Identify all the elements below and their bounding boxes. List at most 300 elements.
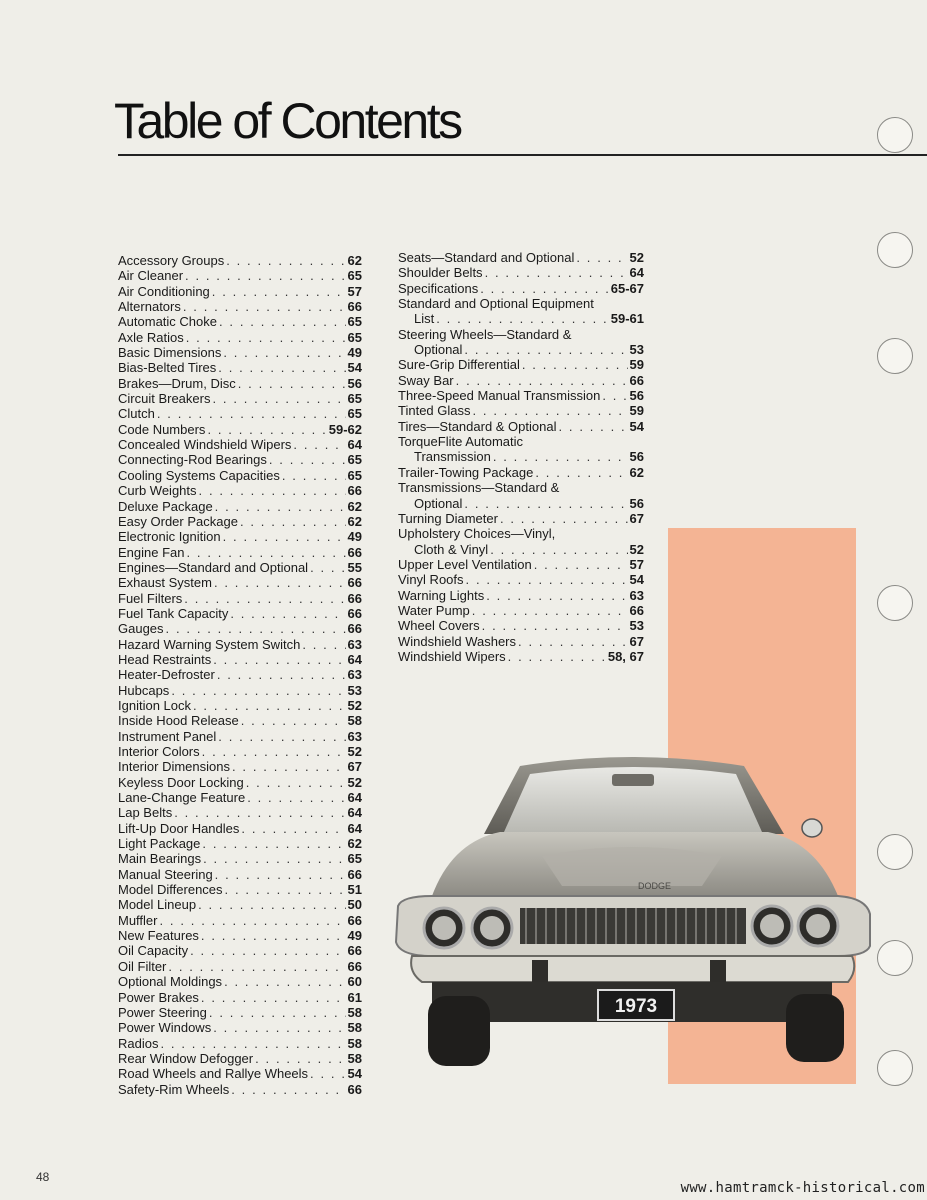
toc-entry-line [398, 480, 644, 495]
toc-entry [118, 360, 362, 375]
toc-entry-name: TorqueFlite Automatic [398, 434, 524, 450]
page-title: Table of Contents [114, 93, 461, 149]
toc-entry [118, 943, 362, 958]
toc-entry-page: 58 [347, 1004, 362, 1020]
toc-entry-name: Clutch [118, 406, 155, 422]
toc-entry-page: 67 [629, 510, 644, 526]
toc-entry-name: Power Windows [118, 1020, 212, 1036]
toc-entry-name: Standard and Optional Equipment [398, 296, 594, 312]
toc-entry [118, 637, 362, 652]
toc-leader-dots [508, 649, 606, 664]
toc-entry-name: Seats—Standard and Optional [398, 250, 575, 265]
toc-entry [118, 959, 362, 974]
toc-entry [118, 1036, 362, 1051]
toc-entry-page: 65 [347, 851, 362, 867]
toc-entry-name: Connecting-Rod Bearings [118, 452, 267, 468]
toc-entry-name: Curb Weights [118, 483, 197, 499]
toc-entry-name: Engine Fan [118, 544, 185, 560]
toc-entry-page: 66 [347, 544, 362, 560]
toc-leader-dots [168, 959, 345, 974]
toc-entry-page: 63 [629, 587, 644, 603]
toc-entry-page: 60 [347, 974, 362, 990]
toc-entry-page: 65 [347, 329, 362, 345]
toc-leader-dots [576, 250, 627, 265]
toc-entry-page: 62 [629, 464, 644, 480]
toc-leader-dots [215, 867, 346, 882]
toc-entry-page: 62 [347, 253, 362, 268]
toc-entry-name: Easy Order Package [118, 513, 238, 529]
toc-leader-dots [183, 299, 346, 314]
toc-entry [118, 299, 362, 314]
toc-entry [398, 465, 644, 480]
toc-leader-dots [464, 342, 627, 357]
toc-entry-page: 58 [347, 1050, 362, 1066]
toc-entry-name-continued: Optional [414, 342, 463, 358]
toc-entry-page: 67 [347, 759, 362, 775]
toc-entry-name: Warning Lights [398, 587, 485, 603]
toc-entry-name: Light Package [118, 836, 201, 852]
toc-entry [398, 603, 644, 618]
toc-entry-page: 61 [347, 989, 362, 1005]
toc-entry-page: 49 [347, 345, 362, 361]
toc-entry-page: 54 [629, 572, 644, 588]
toc-leader-dots [240, 514, 346, 529]
watermark: www.hamtramck-historical.com [680, 1180, 925, 1196]
toc-leader-dots [482, 618, 628, 633]
toc-entry-name: Upper Level Ventilation [398, 556, 532, 572]
toc-entry [398, 649, 644, 664]
toc-entry-name: Shoulder Belts [398, 265, 483, 281]
toc-entry [398, 542, 644, 557]
toc-entry-page: 57 [347, 283, 362, 299]
toc-entry-name: Turning Diameter [398, 510, 498, 526]
toc-entry-name: Keyless Door Locking [118, 774, 244, 790]
toc-entry-page: 63 [347, 636, 362, 652]
toc-entry [398, 634, 644, 649]
toc-entry-name: Brakes—Drum, Disc [118, 375, 236, 391]
toc-entry [118, 1066, 362, 1081]
toc-leader-dots [246, 775, 346, 790]
toc-entry [118, 759, 362, 774]
toc-entry [118, 805, 362, 820]
toc-entry-name: Rear Window Defogger [118, 1050, 254, 1066]
toc-leader-dots [215, 499, 346, 514]
toc-leader-dots [247, 790, 345, 805]
toc-entry [118, 1020, 362, 1035]
toc-entry-page: 65 [347, 467, 362, 483]
toc-entry-page: 52 [347, 774, 362, 790]
toc-entry [118, 897, 362, 912]
toc-leader-dots [202, 744, 346, 759]
toc-entry-line [398, 434, 644, 449]
toc-entry-page: 49 [347, 529, 362, 545]
toc-leader-dots [522, 357, 628, 372]
toc-leader-dots [203, 851, 345, 866]
toc-entry-name: Gauges [118, 621, 164, 637]
toc-leader-dots [213, 1020, 345, 1035]
toc-entry-name: Hazard Warning System Switch [118, 636, 301, 652]
toc-entry [398, 281, 644, 296]
toc-entry-name: Circuit Breakers [118, 391, 211, 407]
toc-entry-name: Oil Filter [118, 958, 167, 974]
toc-entry-page: 64 [347, 805, 362, 821]
toc-entry-name: Wheel Covers [398, 618, 480, 634]
toc-entry-name: Power Steering [118, 1004, 207, 1020]
toc-entry-page: 54 [347, 360, 362, 376]
toc-entry-name: Basic Dimensions [118, 345, 222, 361]
toc-entry-page: 58 [347, 1020, 362, 1036]
toc-entry [118, 452, 362, 467]
toc-entry-name: Ignition Lock [118, 697, 191, 713]
toc-entry [118, 990, 362, 1005]
toc-entry-page: 53 [629, 342, 644, 358]
toc-leader-dots [185, 268, 346, 283]
toc-entry-name: Instrument Panel [118, 728, 217, 744]
toc-entry [118, 253, 362, 268]
toc-entry-page: 62 [347, 498, 362, 514]
toc-entry-page: 52 [347, 744, 362, 759]
toc-entry-page: 66 [629, 602, 644, 618]
toc-entry-name: Automatic Choke [118, 314, 217, 330]
toc-entry [118, 575, 362, 590]
toc-entry [398, 511, 644, 526]
toc-entry [118, 928, 362, 943]
toc-entry-page: 58 [347, 713, 362, 729]
toc-entry [118, 821, 362, 836]
toc-entry [398, 618, 644, 633]
toc-leader-dots [166, 621, 346, 636]
binder-hole [877, 338, 913, 374]
toc-leader-dots [226, 253, 345, 268]
toc-entry-page: 59 [629, 403, 644, 419]
toc-leader-dots [213, 652, 345, 667]
toc-entry-page: 65 [347, 314, 362, 330]
toc-leader-dots [464, 496, 627, 511]
toc-entry-page: 54 [347, 1066, 362, 1082]
toc-entry [398, 557, 644, 572]
toc-entry-name: Interior Dimensions [118, 759, 230, 775]
toc-leader-dots [493, 449, 628, 464]
toc-entry-name: Head Restraints [118, 651, 212, 667]
toc-entry [398, 342, 644, 357]
toc-entry-name: Specifications [398, 280, 479, 296]
page-number: 48 [36, 1170, 50, 1184]
toc-leader-dots [160, 1036, 345, 1051]
toc-leader-dots [518, 634, 628, 649]
toc-entry-name: Tires—Standard & Optional [398, 418, 557, 434]
toc-entry-name: Vinyl Roofs [398, 572, 464, 588]
toc-leader-dots [209, 1005, 346, 1020]
toc-entry [118, 698, 362, 713]
toc-entry-name: Concealed Windshield Wipers [118, 437, 292, 453]
toc-leader-dots [293, 437, 345, 452]
toc-leader-dots [238, 376, 346, 391]
toc-entry-name: Water Pump [398, 602, 470, 618]
toc-entry-name: Power Brakes [118, 989, 199, 1005]
toc-leader-dots [534, 557, 628, 572]
toc-leader-dots [473, 403, 628, 418]
toc-leader-dots [282, 468, 346, 483]
toc-entry [398, 388, 644, 403]
toc-entry [118, 1005, 362, 1020]
toc-leader-dots [184, 591, 345, 606]
toc-entry-name: Lift-Up Door Handles [118, 820, 240, 836]
toc-leader-dots [269, 452, 346, 467]
toc-entry-name: Accessory Groups [118, 253, 225, 268]
toc-leader-dots [558, 419, 627, 434]
toc-leader-dots [436, 311, 609, 326]
toc-entry-line [398, 526, 644, 541]
toc-leader-dots [223, 345, 345, 360]
toc-leader-dots [490, 542, 627, 557]
toc-entry [118, 514, 362, 529]
toc-entry [398, 357, 644, 372]
toc-entry-name: Optional Moldings [118, 974, 223, 990]
toc-entry-page: 53 [629, 618, 644, 634]
toc-leader-dots [486, 588, 627, 603]
badge-text: DODGE [638, 881, 672, 891]
toc-entry-name: New Features [118, 928, 199, 944]
toc-entry-name: Lap Belts [118, 805, 173, 821]
toc-entry-page: 56 [347, 375, 362, 391]
toc-entry [118, 391, 362, 406]
toc-entry-name: Road Wheels and Rallye Wheels [118, 1066, 309, 1082]
toc-entry-name: Sure-Grip Differential [398, 357, 520, 373]
toc-entry-name: Inside Hood Release [118, 713, 239, 729]
toc-leader-dots [160, 913, 346, 928]
toc-entry-page: 65 [347, 452, 362, 468]
toc-leader-dots [225, 882, 346, 897]
toc-entry-name: Transmissions—Standard & [398, 480, 560, 496]
toc-entry [118, 284, 362, 299]
toc-leader-dots [310, 560, 345, 575]
toc-entry-name: Electronic Ignition [118, 529, 221, 545]
toc-leader-dots [218, 729, 345, 744]
toc-entry-page: 64 [629, 265, 644, 281]
toc-leader-dots [480, 281, 609, 296]
toc-entry-name-continued: Transmission [414, 449, 491, 465]
toc-entry-name: Exhaust System [118, 575, 212, 591]
toc-entry-page: 65-67 [610, 280, 644, 296]
toc-entry [118, 652, 362, 667]
toc-leader-dots [212, 391, 345, 406]
toc-entry [118, 836, 362, 851]
toc-entry [118, 591, 362, 606]
toc-entry-page: 63 [347, 728, 362, 744]
toc-entry [118, 330, 362, 345]
toc-leader-dots [199, 483, 346, 498]
toc-entry [118, 790, 362, 805]
toc-leader-dots [472, 603, 628, 618]
toc-entry [398, 449, 644, 464]
toc-entry-page: 66 [347, 590, 362, 606]
toc-entry-name: Fuel Tank Capacity [118, 605, 229, 621]
toc-entry-page: 55 [347, 559, 362, 575]
toc-leader-dots [230, 606, 345, 621]
toc-entry [118, 437, 362, 452]
toc-leader-dots [174, 805, 345, 820]
toc-entry-page: 66 [347, 605, 362, 621]
toc-entry-name-continued: Optional [414, 495, 463, 511]
toc-leader-dots [241, 713, 346, 728]
toc-entry-name: Tinted Glass [398, 403, 471, 419]
toc-leader-dots [535, 465, 627, 480]
toc-entry-name: Muffler [118, 912, 158, 928]
toc-entry [118, 744, 362, 759]
toc-entry-name: Oil Capacity [118, 943, 189, 959]
toc-entry [398, 588, 644, 603]
toc-entry [118, 606, 362, 621]
toc-entry [118, 545, 362, 560]
toc-entry-line [398, 296, 644, 311]
toc-entry-page: 65 [347, 406, 362, 422]
toc-entry [118, 913, 362, 928]
toc-leader-dots [602, 388, 627, 403]
toc-entry-name: Main Bearings [118, 851, 202, 867]
toc-entry-page: 62 [347, 513, 362, 529]
toc-entry-page: 66 [347, 621, 362, 637]
toc-entry-page: 52 [629, 250, 644, 265]
toc-entry [118, 499, 362, 514]
toc-entry [118, 775, 362, 790]
toc-leader-dots [157, 406, 346, 421]
toc-entry-page: 56 [629, 388, 644, 404]
toc-leader-dots [223, 529, 346, 544]
toc-entry [118, 468, 362, 483]
toc-entry-page: 66 [347, 483, 362, 499]
toc-entry-name: Engines—Standard and Optional [118, 559, 309, 575]
binder-hole [877, 117, 913, 153]
toc-entry [118, 376, 362, 391]
toc-entry-page: 52 [347, 697, 362, 713]
toc-leader-dots [466, 572, 628, 587]
toc-entry-page: 66 [347, 958, 362, 974]
toc-entry-page: 57 [629, 556, 644, 572]
toc-entry-page: 49 [347, 928, 362, 944]
toc-entry-page: 66 [347, 299, 362, 315]
toc-entry [118, 406, 362, 421]
toc-entry [118, 683, 362, 698]
toc-leader-dots [186, 330, 346, 345]
toc-entry-name: Windshield Wipers [398, 648, 506, 664]
toc-leader-dots [232, 759, 346, 774]
toc-entry-name: Fuel Filters [118, 590, 183, 606]
toc-entry-name: Model Differences [118, 882, 223, 898]
binder-hole [877, 1050, 913, 1086]
toc-entry-page: 66 [347, 943, 362, 959]
toc-entry-page: 56 [629, 495, 644, 511]
toc-entry-name: Cooling Systems Capacities [118, 467, 280, 483]
toc-leader-dots [207, 422, 326, 437]
toc-leader-dots [201, 990, 346, 1005]
toc-entry-page: 56 [629, 449, 644, 465]
toc-entry-name: Trailer-Towing Package [398, 464, 534, 480]
binder-hole [877, 940, 913, 976]
toc-entry-page: 58 [347, 1035, 362, 1051]
toc-entry [118, 851, 362, 866]
toc-entry [118, 314, 362, 329]
toc-entry-name: Code Numbers [118, 421, 206, 437]
toc-entry [118, 713, 362, 728]
toc-entry-page: 64 [347, 820, 362, 836]
toc-entry-page: 66 [347, 866, 362, 882]
toc-entry-line [398, 327, 644, 342]
toc-column-left [118, 253, 362, 1097]
toc-leader-dots [500, 511, 628, 526]
toc-leader-dots [214, 575, 346, 590]
binder-hole [877, 232, 913, 268]
toc-entry-name: Upholstery Choices—Vinyl, [398, 526, 556, 542]
toc-leader-dots [171, 683, 345, 698]
toc-entry-name: Manual Steering [118, 866, 213, 882]
toc-entry [398, 403, 644, 418]
toc-entry-page: 64 [347, 437, 362, 453]
toc-leader-dots [201, 928, 346, 943]
toc-entry-page: 52 [629, 541, 644, 557]
toc-entry-name: Safety-Rim Wheels [118, 1081, 230, 1097]
toc-entry-page: 64 [347, 790, 362, 806]
toc-leader-dots [217, 667, 346, 682]
toc-entry-page: 58, 67 [607, 648, 644, 664]
toc-entry-name: Alternators [118, 299, 181, 315]
toc-entry [118, 345, 362, 360]
toc-entry [118, 560, 362, 575]
toc-entry [118, 1051, 362, 1066]
toc-entry [118, 621, 362, 636]
toc-entry-name: Model Lineup [118, 897, 197, 913]
toc-entry-page: 59-61 [610, 311, 644, 327]
toc-entry-name: Sway Bar [398, 372, 454, 388]
toc-entry-name: Steering Wheels—Standard & [398, 326, 572, 342]
toc-leader-dots [224, 974, 345, 989]
toc-entry-name-continued: Cloth & Vinyl [414, 541, 489, 557]
toc-entry-page: 59-62 [328, 421, 362, 437]
toc-entry [398, 419, 644, 434]
toc-entry-page: 65 [347, 391, 362, 407]
toc-entry-name: Bias-Belted Tires [118, 360, 217, 376]
toc-leader-dots [219, 314, 346, 329]
toc-leader-dots [190, 943, 345, 958]
toc-entry-page: 54 [629, 418, 644, 434]
toc-entry-name: Heater-Defroster [118, 667, 215, 683]
toc-entry-page: 66 [347, 575, 362, 591]
toc-entry-name: Radios [118, 1035, 159, 1051]
toc-leader-dots [218, 360, 345, 375]
toc-leader-dots [241, 821, 345, 836]
toc-leader-dots [193, 698, 346, 713]
toc-entry-page: 64 [347, 651, 362, 667]
toc-column-right [398, 250, 644, 664]
toc-entry [118, 422, 362, 437]
toc-leader-dots [485, 265, 628, 280]
toc-leader-dots [187, 545, 346, 560]
toc-entry-page: 59 [629, 357, 644, 373]
toc-entry [398, 496, 644, 511]
toc-entry-name: Axle Ratios [118, 329, 184, 345]
toc-entry [118, 268, 362, 283]
toc-entry-page: 65 [347, 268, 362, 284]
toc-entry-name-continued: List [414, 311, 435, 327]
toc-entry [398, 311, 644, 326]
toc-entry-name: Lane-Change Feature [118, 790, 246, 806]
toc-entry-page: 53 [347, 682, 362, 698]
toc-entry [398, 373, 644, 388]
toc-entry [118, 483, 362, 498]
toc-leader-dots [302, 637, 345, 652]
toc-leader-dots [231, 1082, 345, 1097]
toc-entry [118, 729, 362, 744]
license-plate-text: 1973 [614, 996, 658, 1017]
